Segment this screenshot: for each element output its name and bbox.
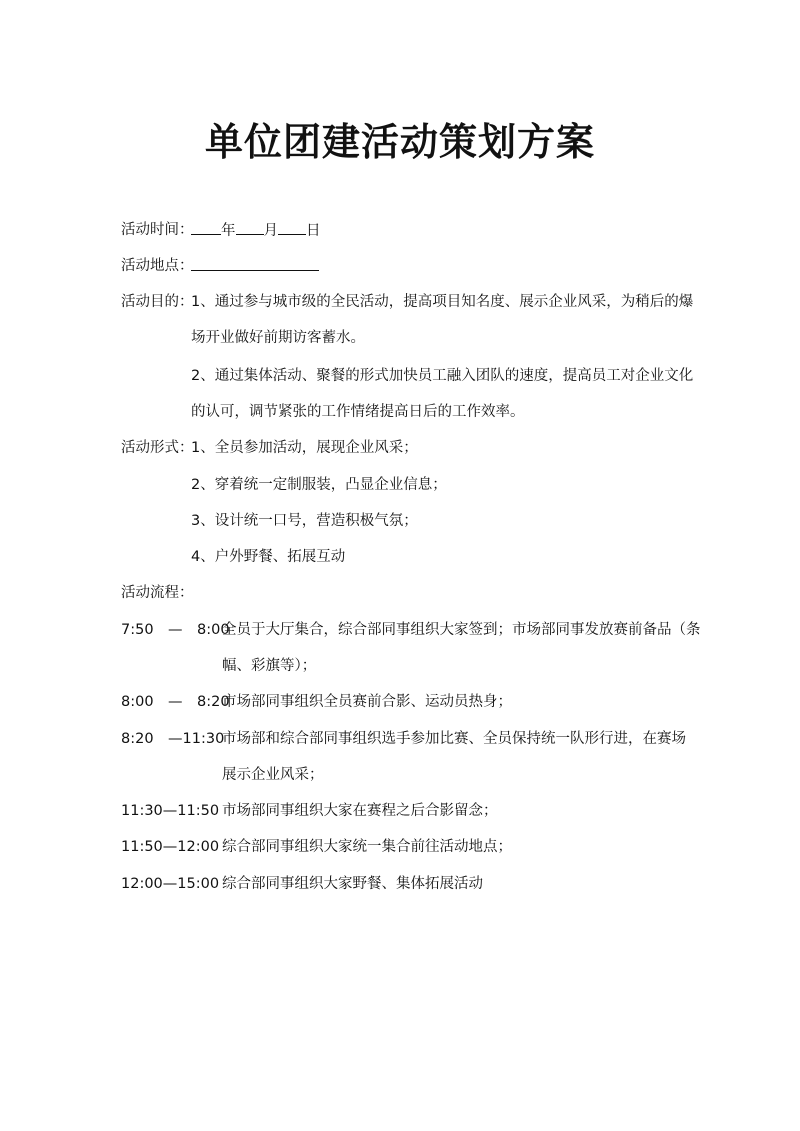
flow-desc: 幅、彩旗等）；: [222, 658, 317, 674]
day-blank: [278, 220, 306, 235]
flow-time: 12:00—15:00: [121, 876, 220, 892]
flow-time: 8:20 —11:30: [121, 731, 225, 747]
document-title: 单位团建活动策划方案: [204, 120, 595, 164]
year-text: 年: [221, 223, 236, 239]
year-blank: [191, 220, 221, 235]
form-label: 活动形式：: [121, 440, 194, 456]
purpose-line: 的认可，调节紧张的工作情绪提高日后的工作效率。: [191, 404, 525, 420]
flow-desc: 全员于大厅集合，综合部同事组织大家签到；市场部同事发放赛前备品（条: [222, 622, 701, 638]
flow-desc: 市场部同事组织全员赛前合影、运动员热身；: [222, 694, 512, 710]
flow-desc: 展示企业风采；: [222, 767, 324, 783]
flow-time: 11:50—12:00: [121, 839, 220, 855]
place-blank: [191, 256, 319, 271]
month-text: 月: [263, 223, 278, 239]
flow-desc: 市场部同事组织大家在赛程之后合影留念；: [222, 803, 498, 819]
time-label: 活动时间：: [121, 222, 194, 238]
purpose-line: 2、通过集体活动、聚餐的形式加快员工融入团队的速度，提高员工对企业文化: [191, 368, 694, 384]
place-field: [191, 256, 319, 277]
purpose-line: 场开业做好前期访客蓄水。: [191, 330, 365, 346]
flow-time: 7:50 — 8:00: [121, 622, 230, 638]
form-item: 3、设计统一口号，营造积极气氛；: [191, 513, 418, 529]
form-item: 1、全员参加活动，展现企业风采；: [191, 440, 418, 456]
flow-label: 活动流程：: [121, 585, 194, 601]
form-item: 4、户外野餐、拓展互动: [191, 549, 346, 565]
month-blank: [236, 220, 264, 235]
day-text: 日: [306, 223, 321, 239]
flow-desc: 市场部和综合部同事组织选手参加比赛、全员保持统一队形行进，在赛场: [222, 731, 686, 747]
date-fields: [191, 220, 321, 241]
flow-time: 8:00 — 8:20: [121, 694, 230, 710]
purpose-label: 活动目的：: [121, 294, 194, 310]
flow-desc: 综合部同事组织大家野餐、集体拓展活动: [222, 876, 483, 892]
form-item: 2、穿着统一定制服装，凸显企业信息；: [191, 477, 447, 493]
flow-time: 11:30—11:50: [121, 803, 220, 819]
flow-desc: 综合部同事组织大家统一集合前往活动地点；: [222, 839, 512, 855]
purpose-line: 1、通过参与城市级的全民活动，提高项目知名度、展示企业风采，为稍后的爆: [191, 294, 694, 310]
place-label: 活动地点：: [121, 258, 194, 274]
